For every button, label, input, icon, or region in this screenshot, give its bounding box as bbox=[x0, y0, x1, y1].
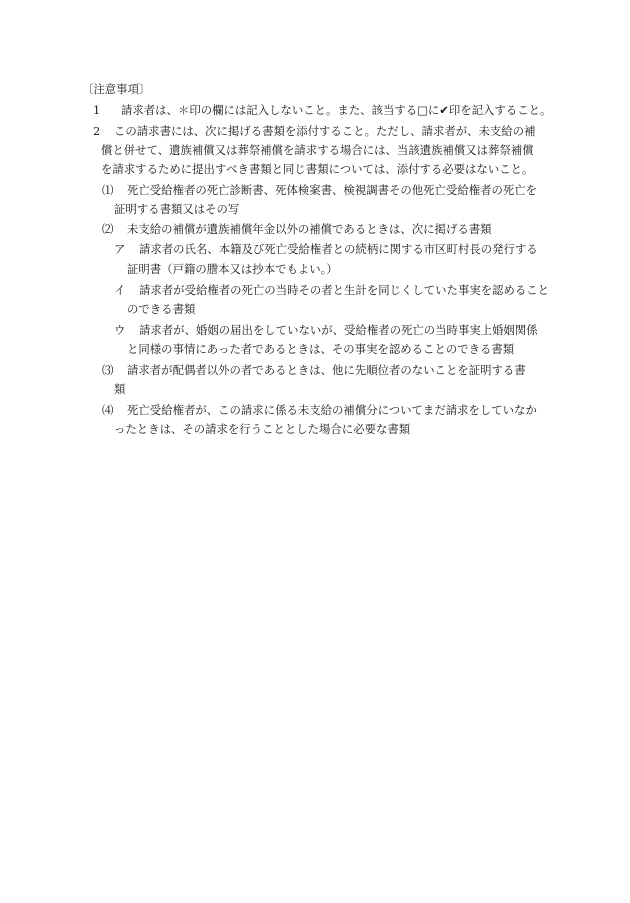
item-1-number: 1 bbox=[93, 103, 101, 117]
kana-item-i-text-line-1: 請求者が受給権者の死亡の当時その者と生計を同じくしていた事実を認めること bbox=[139, 283, 550, 297]
subitem-1-text-line-1: 死亡受給権者の死亡診断書、死体検案書、検視調書その他死亡受給権者の死亡を bbox=[127, 183, 538, 197]
item-2-text-line-3: を請求するために提出すべき書類と同じ書類については、添付する必要はないこと。 bbox=[101, 162, 534, 176]
item-2-text-line-2: 償と併せて、遺族補償又は葬祭補償を請求する場合には、当該遺族補償又は葬祭補償 bbox=[101, 143, 534, 157]
item-2-number: 2 bbox=[93, 124, 101, 138]
kana-item-u-label: ウ bbox=[114, 323, 126, 337]
subitem-3-text-line-2: 類 bbox=[114, 382, 126, 396]
item-2-text-line-1: この請求書には、次に掲げる書類を添付すること。ただし、請求者が、未支給の補 bbox=[114, 124, 536, 138]
kana-item-a-text-line-1: 請求者の氏名、本籍及び死亡受給権者との続柄に関する市区町村長の発行する bbox=[139, 242, 538, 256]
subitem-4-number: ⑷ bbox=[102, 403, 114, 417]
item-1-text: 請求者は、＊印の欄には記入しないこと。また、該当する□に✔印を記入すること。 bbox=[121, 103, 552, 117]
kana-item-i-label: イ bbox=[114, 283, 126, 297]
subitem-3-text-line-1: 請求者が配偶者以外の者であるときは、他に先順位者のないことを証明する書 bbox=[127, 363, 526, 377]
kana-item-a-label: ア bbox=[114, 242, 126, 256]
subitem-4-text-line-1: 死亡受給権者が、この請求に係る未支給の補償分についてまだ請求をしていなか bbox=[127, 403, 537, 417]
subitem-4-text-line-2: ったときは、その請求を行うこととした場合に必要な書類 bbox=[114, 422, 411, 436]
subitem-2-number: ⑵ bbox=[102, 222, 114, 236]
kana-item-u-text-line-1: 請求者が、婚姻の届出をしていないが、受給権者の死亡の当時事実上婚姻関係 bbox=[139, 323, 538, 337]
subitem-2-text: 未支給の補償が遺族補償年金以外の補償であるときは、次に掲げる書類 bbox=[127, 222, 492, 236]
subitem-1-text-line-2: 証明する書類又はその写 bbox=[114, 202, 240, 216]
kana-item-u-text-line-2: と同様の事情にあった者であるときは、その事実を認めることのできる書類 bbox=[127, 342, 515, 356]
subitem-3-number: ⑶ bbox=[102, 363, 114, 377]
subitem-1-number: ⑴ bbox=[102, 183, 114, 197]
kana-item-a-text-line-2: 証明書（戸籍の謄本又は抄本でもよい。） bbox=[127, 262, 338, 276]
notes-heading: 〔注意事項〕 bbox=[82, 82, 151, 96]
kana-item-i-text-line-2: のできる書類 bbox=[127, 302, 196, 316]
